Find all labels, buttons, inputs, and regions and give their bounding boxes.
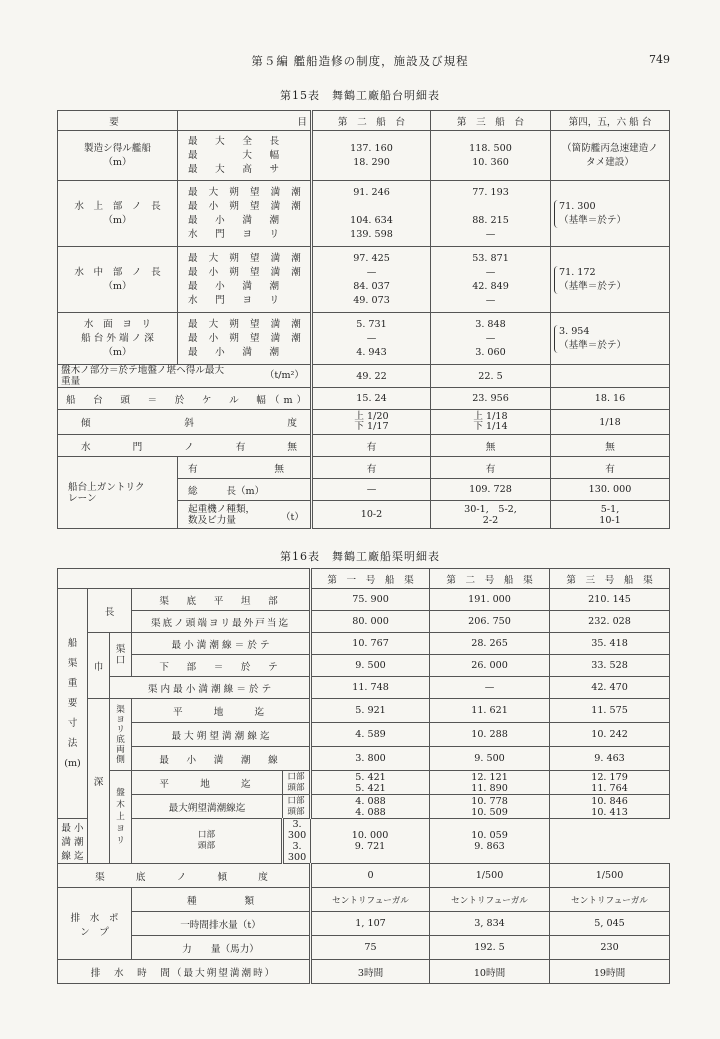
gate-label4: 有: [235, 441, 246, 453]
cell-col1: 10. 767: [311, 633, 430, 655]
mouth-label: 渠 口: [110, 633, 132, 677]
row-label: 水 面 ヨ リ 船 台 外 端 ノ 深 （m）: [58, 313, 178, 365]
slope-col2: [431, 410, 551, 435]
cell-col3: 10. 242: [550, 723, 670, 747]
cell-col1: 91. 246 104. 634 139. 598: [312, 181, 431, 247]
table15-head-col1: 第 二 船 台: [312, 111, 431, 131]
load-label-cell: [58, 365, 312, 388]
page-number: 749: [649, 53, 670, 66]
block-label: 盤 木 上 ヨ リ: [110, 771, 132, 864]
table16-row-dep6: [58, 819, 670, 864]
table15-row-gate: [58, 435, 670, 457]
cell-col2: 206. 750: [430, 611, 550, 633]
cell-col3: 35. 418: [550, 633, 670, 655]
cell-col1: 75: [311, 936, 430, 960]
row-tag: 口部 頭部: [132, 819, 283, 864]
cell-col1: 有: [312, 435, 431, 457]
table15-caption: 第15表 舞鶴工廠船台明細表: [280, 89, 440, 102]
row-label: 最大朔望満潮線迄: [132, 795, 283, 819]
cell-col2: 26. 000: [430, 655, 550, 677]
table16-row-dep2: [58, 723, 670, 747]
row-label: 最 大 朔 望 満 潮 線 迄: [132, 723, 311, 747]
cell-col3: 130. 000: [551, 479, 670, 501]
row-label: 最 小 満 潮 線 ＝ 於 テ: [132, 633, 311, 655]
slope-mark: 上: [354, 411, 364, 422]
table15-head-col2: 第 三 船 台: [431, 111, 551, 131]
row-label: 水 中 部 ノ 長 （m）: [58, 247, 178, 313]
cell-col3: 5-1, 10-1: [551, 501, 670, 529]
table16-head-blank: [58, 569, 311, 589]
wid-label: 巾: [88, 633, 110, 699]
cell-col3: 33. 528: [550, 655, 670, 677]
cell-col1: —: [312, 479, 431, 501]
table15: [57, 110, 670, 529]
row-label: 平 地 迄: [132, 771, 283, 795]
row-subs: 最 大 朔 望 満 潮 最 小 朔 望 満 潮 最 小 満 潮 水 門 ヨ リ: [178, 247, 312, 313]
cell-col2: 3. 848 — 3. 060: [431, 313, 551, 365]
table16-row-wid2: [58, 655, 670, 677]
table15-header-row: [58, 111, 670, 131]
cell-col2: 有: [431, 457, 551, 479]
cell-col3: 230: [550, 936, 670, 960]
side-sub-label: 渠ヨリ 底両 側: [110, 699, 132, 771]
cell-col3: [551, 181, 670, 247]
table16-head-col3: 第 三 号 船 渠: [550, 569, 670, 589]
cell-col2: 191. 000: [430, 589, 550, 611]
cell-col2: 9. 500: [430, 747, 550, 771]
row-label: 下 部 ＝ 於 テ: [132, 655, 311, 677]
cell-col3: [551, 313, 670, 365]
width-label: 船 台 頭 ＝ 於 ケ ル 幅（m）: [58, 388, 312, 410]
table16-caption: 第16表 舞鶴工廠船渠明細表: [280, 550, 440, 563]
slope-mark: 下: [354, 421, 364, 432]
table16-row-drain: [58, 960, 670, 984]
table16-row-wid3: [58, 677, 670, 699]
row-label: 一時間排水量（t）: [132, 912, 311, 936]
cell-col3: （箇防艦丙急速建造ノ タメ建設）: [551, 131, 670, 181]
cell-col2: 11. 621: [430, 699, 550, 723]
slope-label2: 斜: [184, 418, 194, 429]
cell-col1: 15. 24: [312, 388, 431, 410]
page-title: 第５編 艦船造修の制度，施設及び規程: [251, 54, 469, 68]
cell-col1: 3. 300 3. 300: [283, 819, 311, 864]
row-label: 渠 底 平 坦 部: [132, 589, 311, 611]
cell-col3: 19時間: [550, 960, 670, 984]
cell-col3: セントリフューガル: [550, 888, 670, 912]
gate-label3: ノ: [184, 441, 194, 453]
gate-label-cell: [58, 435, 312, 457]
row-label: 渠 底 ノ 傾 度: [58, 864, 311, 888]
cell-col2: 28. 265: [430, 633, 550, 655]
row-subs: 最 大 全 長 最 大 幅 最 大 高 サ: [178, 131, 312, 181]
table16-row-dep3: [58, 747, 670, 771]
cell-col3: 有: [551, 457, 670, 479]
cell-col1: 49. 22: [312, 365, 431, 388]
cell-col2: 1/500: [430, 864, 550, 888]
table16-head-col1: 第 一 号 船 渠: [311, 569, 430, 589]
cell-col1: セントリフューガル: [311, 888, 430, 912]
cell-col2: 10. 778 10. 509: [430, 795, 550, 819]
row-label: 排 水 時 間（最大朔望満潮時）: [58, 960, 311, 984]
row-label: 平 地 迄: [132, 699, 311, 723]
slope-col3: 1/18: [551, 410, 670, 435]
gate-label5: 無: [287, 441, 297, 453]
cell-col2: 53. 871 — 42. 849 —: [431, 247, 551, 313]
table15-row-depth: [58, 313, 670, 365]
cell-col3: 12. 179 11. 764: [550, 771, 670, 795]
table16-row-pump2: [58, 912, 670, 936]
cell-col1: 137. 160 18. 290: [312, 131, 431, 181]
cell-col2: 23. 956: [431, 388, 551, 410]
load-unit: （t/m²）: [264, 370, 304, 381]
slope-value: 1/14: [486, 421, 508, 432]
row-label: 渠 内 最 小 満 潮 線 ＝ 於 テ: [110, 677, 311, 699]
table15-head-item1: 要: [58, 111, 178, 131]
row-label: 最 小 満 潮 線 迄: [58, 819, 88, 864]
table15-row-load: [58, 365, 670, 388]
brace-value: 3. 954 （基準＝於テ）: [554, 325, 626, 353]
table15-row-build: [58, 131, 670, 181]
table16-row-len2: [58, 611, 670, 633]
table16-row-pump1: [58, 888, 670, 912]
table15-head-col3: 第四，五，六 船 台: [551, 111, 670, 131]
crane-sub: 有 無: [178, 457, 312, 479]
row-tag: 口部 頭部: [283, 771, 311, 795]
slope-mark: 上: [473, 411, 483, 422]
table16-row-dep4: [58, 771, 670, 795]
cell-col2: 10. 288: [430, 723, 550, 747]
table15-row-above: [58, 181, 670, 247]
cell-col3: 5, 045: [550, 912, 670, 936]
cell-col1: 4. 589: [311, 723, 430, 747]
cell-col2: 12. 121 11. 890: [430, 771, 550, 795]
row-label: 水 上 部 ノ 長 （m）: [58, 181, 178, 247]
row-subs: 最 大 朔 望 満 潮 最 小 朔 望 満 潮 最 小 満 潮: [178, 313, 312, 365]
cell-col1: 5. 921: [311, 699, 430, 723]
table15-row-slope: [58, 410, 670, 435]
cell-col3: 11. 575: [550, 699, 670, 723]
cell-col2: 118. 500 10. 360: [431, 131, 551, 181]
table15-row-below: [58, 247, 670, 313]
cell-col3: 1/500: [550, 864, 670, 888]
len-label: 長: [88, 589, 132, 633]
cell-col1: 5. 731 — 4. 943: [312, 313, 431, 365]
cell-col1: 4. 088 4. 088: [311, 795, 430, 819]
cell-col1: 1, 107: [311, 912, 430, 936]
cell-col1: 10-2: [312, 501, 431, 529]
slope-label-cell: [58, 410, 312, 435]
pump-label: 排 水 ポ ン プ: [58, 888, 132, 960]
cell-col3: 10. 059 9. 863: [430, 819, 550, 864]
cell-col2: 無: [431, 435, 551, 457]
cell-col2: —: [430, 677, 550, 699]
cell-col2: 192. 5: [430, 936, 550, 960]
row-label: 最 小 満 潮 線: [132, 747, 311, 771]
cell-col1: 3. 800: [311, 747, 430, 771]
brace-value: 71. 300 （基準＝於テ）: [554, 200, 626, 228]
cell-col2: 30-1, 5-2, 2-2: [431, 501, 551, 529]
cell-col2: セントリフューガル: [430, 888, 550, 912]
table15-row-crane1: [58, 457, 670, 479]
page-header: [0, 53, 720, 73]
table16-row-pump3: [58, 936, 670, 960]
cell-col2: 109. 728: [431, 479, 551, 501]
row-label: 渠底ノ頭端ヨリ最外戸当迄: [132, 611, 311, 633]
table15-head-item2: 目: [178, 111, 312, 131]
gate-label1: 水: [81, 441, 91, 453]
cell-col3: 210. 145: [550, 589, 670, 611]
row-tag: 口部 頭部: [283, 795, 311, 819]
cell-col1: 0: [311, 864, 430, 888]
crane-label: 船台上ガントリク レーン: [58, 457, 178, 529]
cell-col1: 75. 900: [311, 589, 430, 611]
crane-unit: （t）: [280, 512, 304, 523]
crane-sub: 総 長（m）: [178, 479, 312, 501]
slope-mark: 下: [473, 421, 483, 432]
dep-label: 深: [88, 699, 110, 864]
slope-label1: 傾: [81, 418, 91, 429]
table16-row-len1: [58, 589, 670, 611]
table16-row-floor: [58, 864, 670, 888]
table16-row-dep5: [58, 795, 670, 819]
gate-label2: 門: [132, 441, 143, 453]
table15-row-width: [58, 388, 670, 410]
brace-value: 71. 172 （基準＝於テ）: [554, 266, 626, 294]
cell-col1: 11. 748: [311, 677, 430, 699]
cell-col1: 9. 500: [311, 655, 430, 677]
cell-col3: [551, 365, 670, 388]
row-label: 製造シ得ル艦船 （m）: [58, 131, 178, 181]
cell-col3: 10. 846 10. 413: [550, 795, 670, 819]
cell-col3: 9. 463: [550, 747, 670, 771]
cell-col3: 18. 16: [551, 388, 670, 410]
cell-col3: 232. 028: [550, 611, 670, 633]
slope-value: 1/18: [486, 411, 508, 422]
table16: [57, 568, 670, 984]
table16-header-row: [58, 569, 670, 589]
row-label: 力 量（馬力）: [132, 936, 311, 960]
cell-col1: 80. 000: [311, 611, 430, 633]
crane-sub-cell: [178, 501, 312, 529]
cell-col2: 10時間: [430, 960, 550, 984]
table16-row-wid1: [58, 633, 670, 655]
slope-col1: [312, 410, 431, 435]
table16-row-dep1: [58, 699, 670, 723]
slope-value: 1/17: [367, 421, 389, 432]
cell-col1: 3時間: [311, 960, 430, 984]
cell-col1: 97. 425 — 84. 037 49. 073: [312, 247, 431, 313]
load-label: 盤木ノ部分＝於テ地盤ノ堪ヘ得ル最大 重量: [61, 365, 225, 387]
slope-label3: 度: [287, 418, 297, 429]
table16-head-col2: 第 二 号 船 渠: [430, 569, 550, 589]
cell-col3: 無: [551, 435, 670, 457]
cell-col1: 5. 421 5. 421: [311, 771, 430, 795]
cell-col1: 有: [312, 457, 431, 479]
cell-col2: 10. 000 9. 721: [311, 819, 430, 864]
cell-col3: [551, 247, 670, 313]
cell-col2: 22. 5: [431, 365, 551, 388]
slope-value: 1/20: [367, 411, 389, 422]
crane-sub: 起重機ノ種類， 数及ビ力量: [188, 503, 256, 526]
cell-col2: 3, 834: [430, 912, 550, 936]
side-label: 船 渠 重 要 寸 法 (m): [58, 589, 88, 819]
row-label: 種 類: [132, 888, 311, 912]
cell-col2: 77. 193 88. 215 —: [431, 181, 551, 247]
row-subs: 最 大 朔 望 満 潮 最 小 朔 望 満 潮 最 小 満 潮 水 門 ヨ リ: [178, 181, 312, 247]
cell-col3: 42. 470: [550, 677, 670, 699]
